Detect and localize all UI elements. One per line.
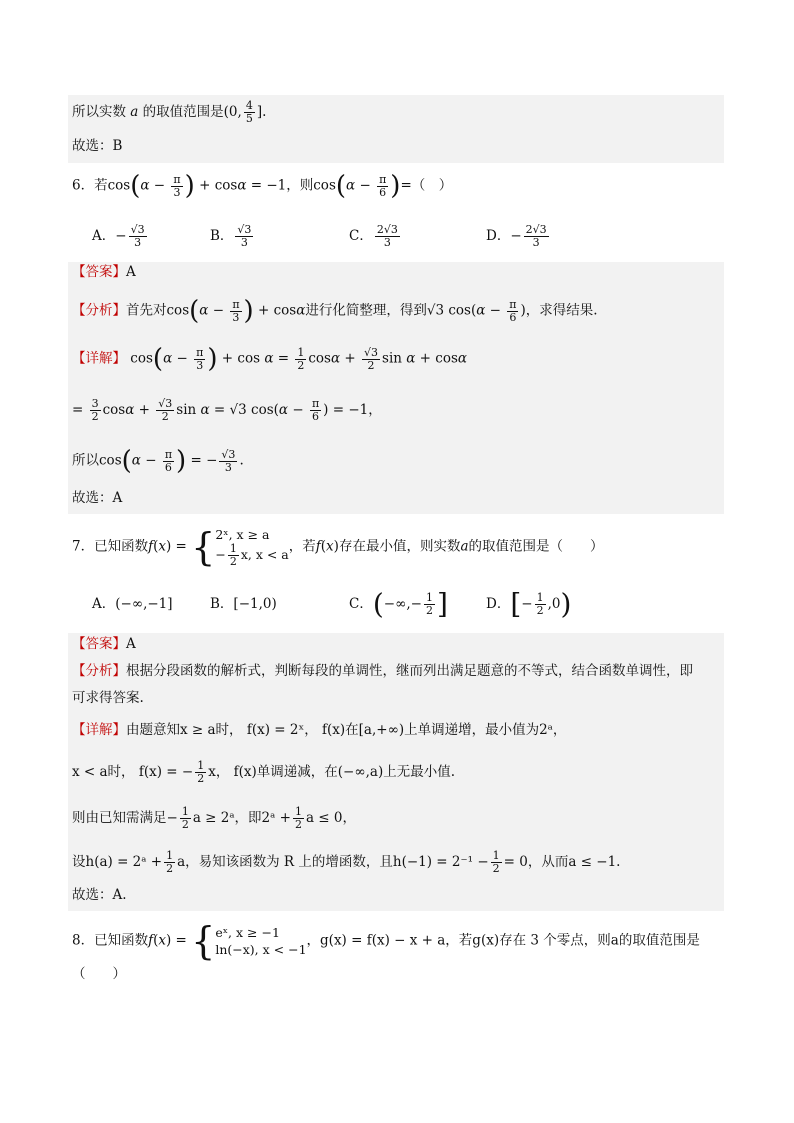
q6-answer: 【答案】A <box>72 264 136 280</box>
q6-option-a: A．− $\frac{√3}{3}$ <box>92 223 145 249</box>
q7-answer: 【答案】A <box>72 636 136 652</box>
q7-choice: 故选：A. <box>72 887 127 903</box>
q7-option-a: A．(−∞,−1] <box>92 596 173 612</box>
q7-option-c: C．(−∞,− $\frac{1}{2}$ ] <box>349 587 448 621</box>
q6-detail: 【详解】 cos(α − $\frac{\pi}{3}$ ) + cos α = $\frac{1}{2}$ cosα + $\frac{√3}{2}$ sin α + cosα <box>72 344 468 374</box>
q6-analysis: 【分析】首先对cos(α − $\frac{\pi}{3}$ ) + cosα进行化简整理，得到√3 cos(α − $\frac{\pi}{6}$ )，求得结果. <box>72 296 598 326</box>
q7-analysis-line2: 可求得答案. <box>72 690 144 706</box>
q7-detail-1: 【详解】由题意知x ≥ a时， f(x) = 2ˣ， f(x)在[a,+∞)上单调递增，最小值为2ᵃ， <box>72 722 567 738</box>
q5-choice: 故选：B <box>72 138 123 154</box>
q6-stem: 6．若cos(α − $\frac{\pi}{3}$ ) + cosα = −1，则cos(α − $\frac{\pi}{6}$ )=（ ） <box>72 171 453 201</box>
q6-choice: 故选：A <box>72 490 123 506</box>
q7-option-d: D．[− $\frac{1}{2}$ ,0) <box>486 587 572 621</box>
q7-detail-2: x < a时， f(x) = − $\frac{1}{2}$ x， f(x)单调递减，在(−∞,a)上无最小值. <box>72 759 456 785</box>
q6-option-c: C． $\frac{2√3}{3}$ <box>349 223 398 249</box>
q7-option-b: B．[−1,0) <box>210 596 277 612</box>
q7-analysis: 【分析】根据分段函数的解析式，判断每段的单调性，继而列出满足题意的不等式，结合函数单调性，即 <box>72 663 693 679</box>
q7-stem: 7．已知函数f(x) = { 2ˣ, x ≥ a − $\frac{1}{2}$ x, x < a ，若f(x)存在最小值，则实数a的取值范围是（ ） <box>72 525 604 569</box>
q7-detail-4: 设h(a) = 2ᵃ + $\frac{1}{2}$ a，易知该函数为 R 上的增函数，且h(−1) = 2⁻¹ − $\frac{1}{2}$ = 0，从而a ≤ −1. <box>72 849 621 875</box>
q8-stem: 8．已知函数f(x) = { eˣ, x ≥ −1 ln(−x), x < −1 ，g(x) = f(x) − x + a，若g(x)存在 3 个零点，则a的取值范围是 <box>72 919 700 963</box>
q6-conclusion: 所以cos(α − $\frac{\pi}{6}$ ) = − $\frac{√3}{3}$ . <box>72 446 244 476</box>
q6-option-d: D．− $\frac{2√3}{3}$ <box>486 223 547 249</box>
q6-detail-line2: = $\frac{3}{2}$ cosα + $\frac{√3}{2}$ sin α = √3 cos(α − $\frac{\pi}{6}$ ) = −1， <box>72 397 382 423</box>
q5-range-line: 所以实数 a 的取值范围是(0, $\frac{4}{5}$ ]. <box>72 99 267 125</box>
q6-option-b: B． $\frac{√3}{3}$ <box>210 223 252 249</box>
q7-detail-3: 则由已知需满足− $\frac{1}{2}$ a ≥ 2ᵃ，即2ᵃ + $\frac{1}{2}$ a ≤ 0， <box>72 805 356 831</box>
q8-stem-line2: （ ） <box>72 966 126 982</box>
